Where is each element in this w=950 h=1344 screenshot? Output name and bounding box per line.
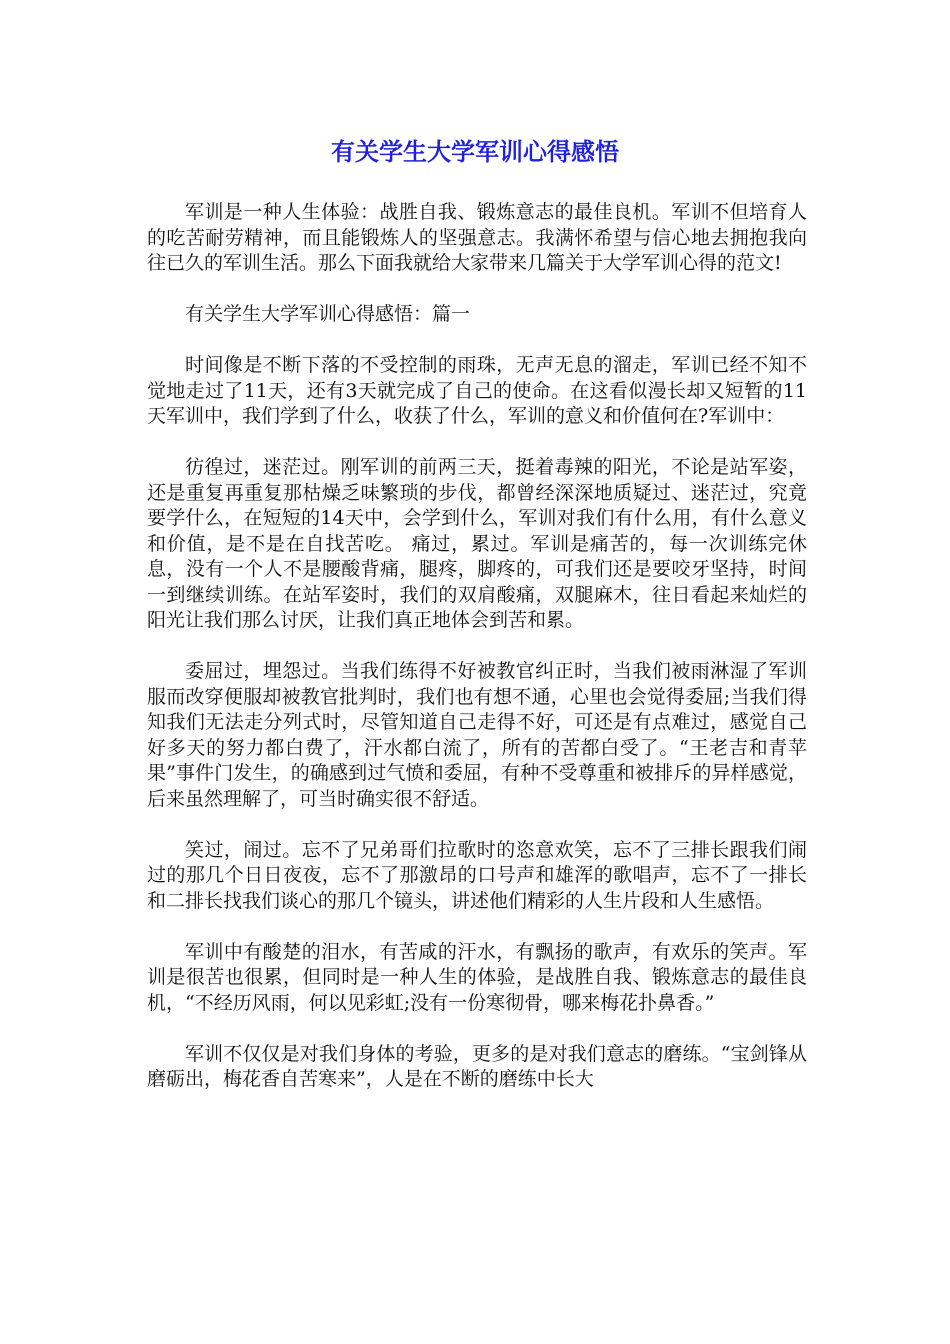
paragraph: 时间像是不断下落的不受控制的雨珠，无声无息的溜走，军训已经不知不觉地走过了11天，还有3天就完成了自己的使命。在这看似漫长却又短暂的11天军训中，我们学到了什么，收获了什么，军训的意义和价值何在?军训中：: [147, 354, 807, 427]
paragraph: 彷徨过，迷茫过。刚军训的前两三天，挺着毒辣的阳光，不论是站军姿，还是重复再重复那枯燥乏味繁琐的步伐，都曾经深深地质疑过、迷茫过，究竟要学什么，在短短的14天中，会学到什么，军训对我们有什么用，有什么意义和价值，是不是在自找苦吃。 痛过，累过。军训是痛苦的，每一次训练完休息，没有一个人不是腰酸背痛，腿疼，脚疼的，可我们还是要咬牙坚持，时间一到继续训练。在站军姿时，我们的双肩酸痛，双腿麻木，往日看起来灿烂的阳光让我们那么讨厌，让我们真正地体会到苦和累。: [147, 456, 807, 631]
paragraph: 军训中有酸楚的泪水，有苦咸的汗水，有飘扬的歌声，有欢乐的笑声。军训是很苦也很累，但同时是一种人生的体验，是战胜自我、锻炼意志的最佳良机，“不经历风雨，何以见彩虹;没有一份寒彻骨，哪来梅花扑鼻香。”: [147, 940, 807, 1014]
document-title: 有关学生大学军训心得感悟: [331, 138, 619, 166]
document-body: [147, 200, 807, 1093]
paragraph: 委屈过，埋怨过。当我们练得不好被教官纠正时，当我们被雨淋湿了军训服而改穿便服却被教官批判时，我们也有想不通，心里也会觉得委屈;当我们得知我们无法走分列式时，尽管知道自己走得不好，可还是有点难过，感觉自己好多天的努力都白费了，汗水都白流了，所有的苦都白受了。“王老吉和青苹果”事件门发生，的确感到过气愤和委屈，有种不受尊重和被排斥的异样感觉，后来虽然理解了，可当时确实很不舒适。: [147, 660, 807, 810]
section-heading: 有关学生大学军训心得感悟：篇一: [185, 303, 471, 325]
paragraph: 军训不仅仅是对我们身体的考验，更多的是对我们意志的磨练。“宝剑锋从磨砺出，梅花香自苦寒来”，人是在不断的磨练中长大: [147, 1042, 807, 1090]
paragraph-intro: 军训是一种人生体验：战胜自我、锻炼意志的最佳良机。军训不但培育人的吃苦耐劳精神，而且能锻炼人的坚强意志。我满怀希望与信心地去拥抱我向往已久的军训生活。那么下面我就给大家带来几篇关于大学军训心得的范文!: [147, 201, 807, 274]
paragraph: 笑过，闹过。忘不了兄弟哥们拉歌时的恣意欢笑，忘不了三排长跟我们闹过的那几个日日夜夜，忘不了那激昂的口号声和雄浑的歌唱声，忘不了一排长和二排长找我们谈心的那几个镜头，讲述他们精彩的人生片段和人生感悟。: [147, 838, 807, 912]
